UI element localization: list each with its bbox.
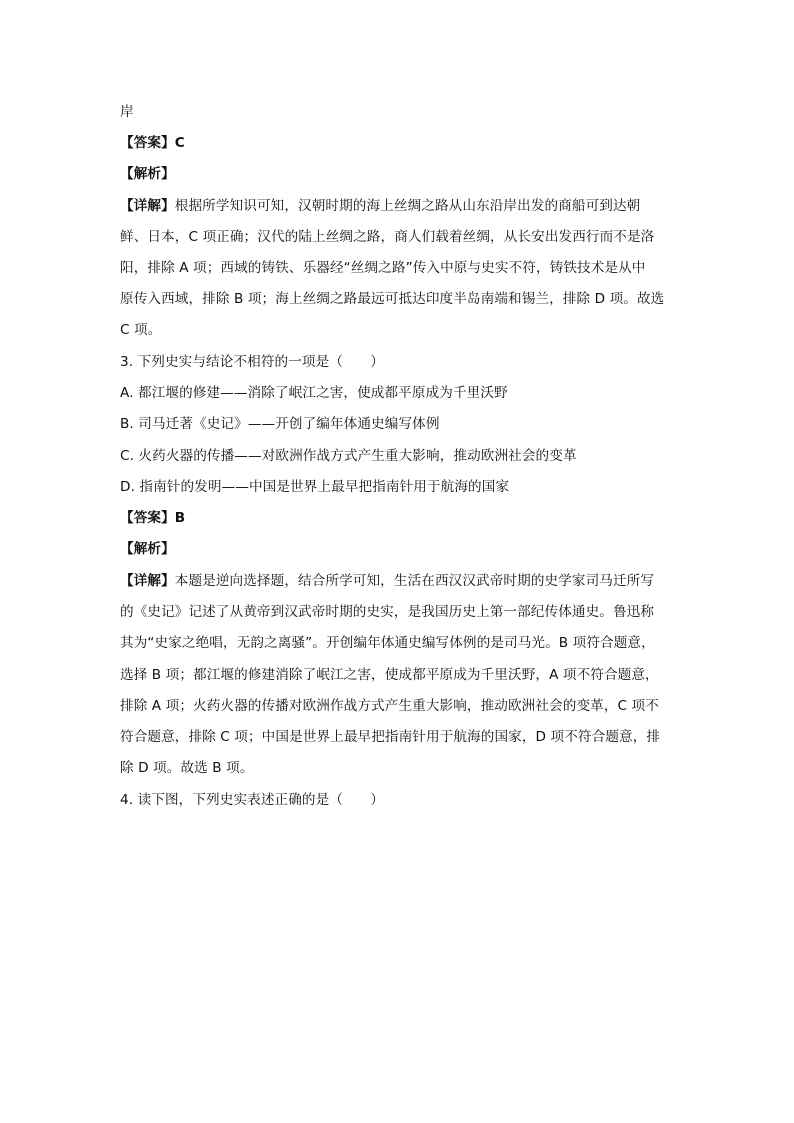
q3-detail-line: 其为“史家之绝唱，无韵之离骚”。开创编年体通史编写体例的是司马光。B 项符合题意，	[120, 635, 655, 651]
analysis-tag: 【解析】	[120, 541, 175, 557]
detail-tag: 【详解】	[120, 573, 175, 589]
detail-text: 本题是逆向选择题，结合所学可知，生活在西汉汉武帝时期的史学家司马迁所写	[174, 573, 655, 589]
q3-detail-line	[120, 571, 680, 591]
answer-value: B	[174, 510, 186, 526]
continued-text-line: 岸	[120, 104, 134, 120]
q3-detail-line: 选择 B 项；都江堰的修建消除了岷江之害，使成都平原成为千里沃野，A 项不符合题意，	[120, 667, 659, 683]
q3-analysis-tag	[120, 539, 680, 559]
q3-detail-line: 的《史记》记述了从黄帝到汉武帝时期的史实，是我国历史上第一部纪传体通史。鲁迅称	[120, 604, 655, 620]
q3-option-b: B. 司马迁著《史记》——开创了编年体通史编写体例	[120, 416, 440, 432]
detail-tag: 【详解】	[120, 198, 175, 214]
q3-option-c: C. 火药火器的传播——对欧洲作战方式产生重大影响，推动欧洲社会的变革	[120, 448, 577, 464]
q3-answer-line	[120, 508, 680, 528]
q2-detail-line: C 项。	[120, 322, 162, 338]
q2-detail-line: 鲜、日本，C 项正确；汉代的陆上丝绸之路，商人们载着丝绸，从长安出发西行而不是洛	[120, 229, 655, 245]
q2-detail-line: 原传入西域，排除 B 项；海上丝绸之路最远可抵达印度半岛南端和锡兰，排除 D 项。故选	[120, 291, 665, 307]
q3-detail-line: 除 D 项。故选 B 项。	[120, 760, 254, 776]
analysis-tag: 【解析】	[120, 166, 175, 182]
detail-text: 根据所学知识可知，汉朝时期的海上丝绸之路从山东沿岸出发的商船可到达朝	[174, 198, 641, 214]
q3-stem: 3. 下列史实与结论不相符的一项是（ ）	[120, 354, 385, 370]
q2-answer-line	[120, 133, 680, 153]
q2-detail-line: 阳，排除 A 项；西域的铸铁、乐器经“丝绸之路”传入中原与史实不符，铸铁技术是从中	[120, 260, 646, 276]
q3-detail-line: 排除 A 项；火药火器的传播对欧洲作战方式产生重大影响，推动欧洲社会的变革，C 项不	[120, 698, 659, 714]
q2-analysis-tag	[120, 164, 680, 184]
answer-tag: 【答案】	[120, 135, 175, 151]
answer-value: C	[174, 135, 185, 151]
q3-option-d: D. 指南针的发明——中国是世界上最早把指南针用于航海的国家	[120, 479, 510, 495]
q3-option-a: A. 都江堰的修建——消除了岷江之害，使成都平原成为千里沃野	[120, 385, 508, 401]
q3-detail-line: 符合题意，排除 C 项；中国是世界上最早把指南针用于航海的国家，D 项不符合题意，排	[120, 729, 661, 745]
q2-detail-line	[120, 196, 680, 216]
answer-tag: 【答案】	[120, 510, 175, 526]
q4-stem: 4. 读下图，下列史实表述正确的是（ ）	[120, 792, 385, 808]
